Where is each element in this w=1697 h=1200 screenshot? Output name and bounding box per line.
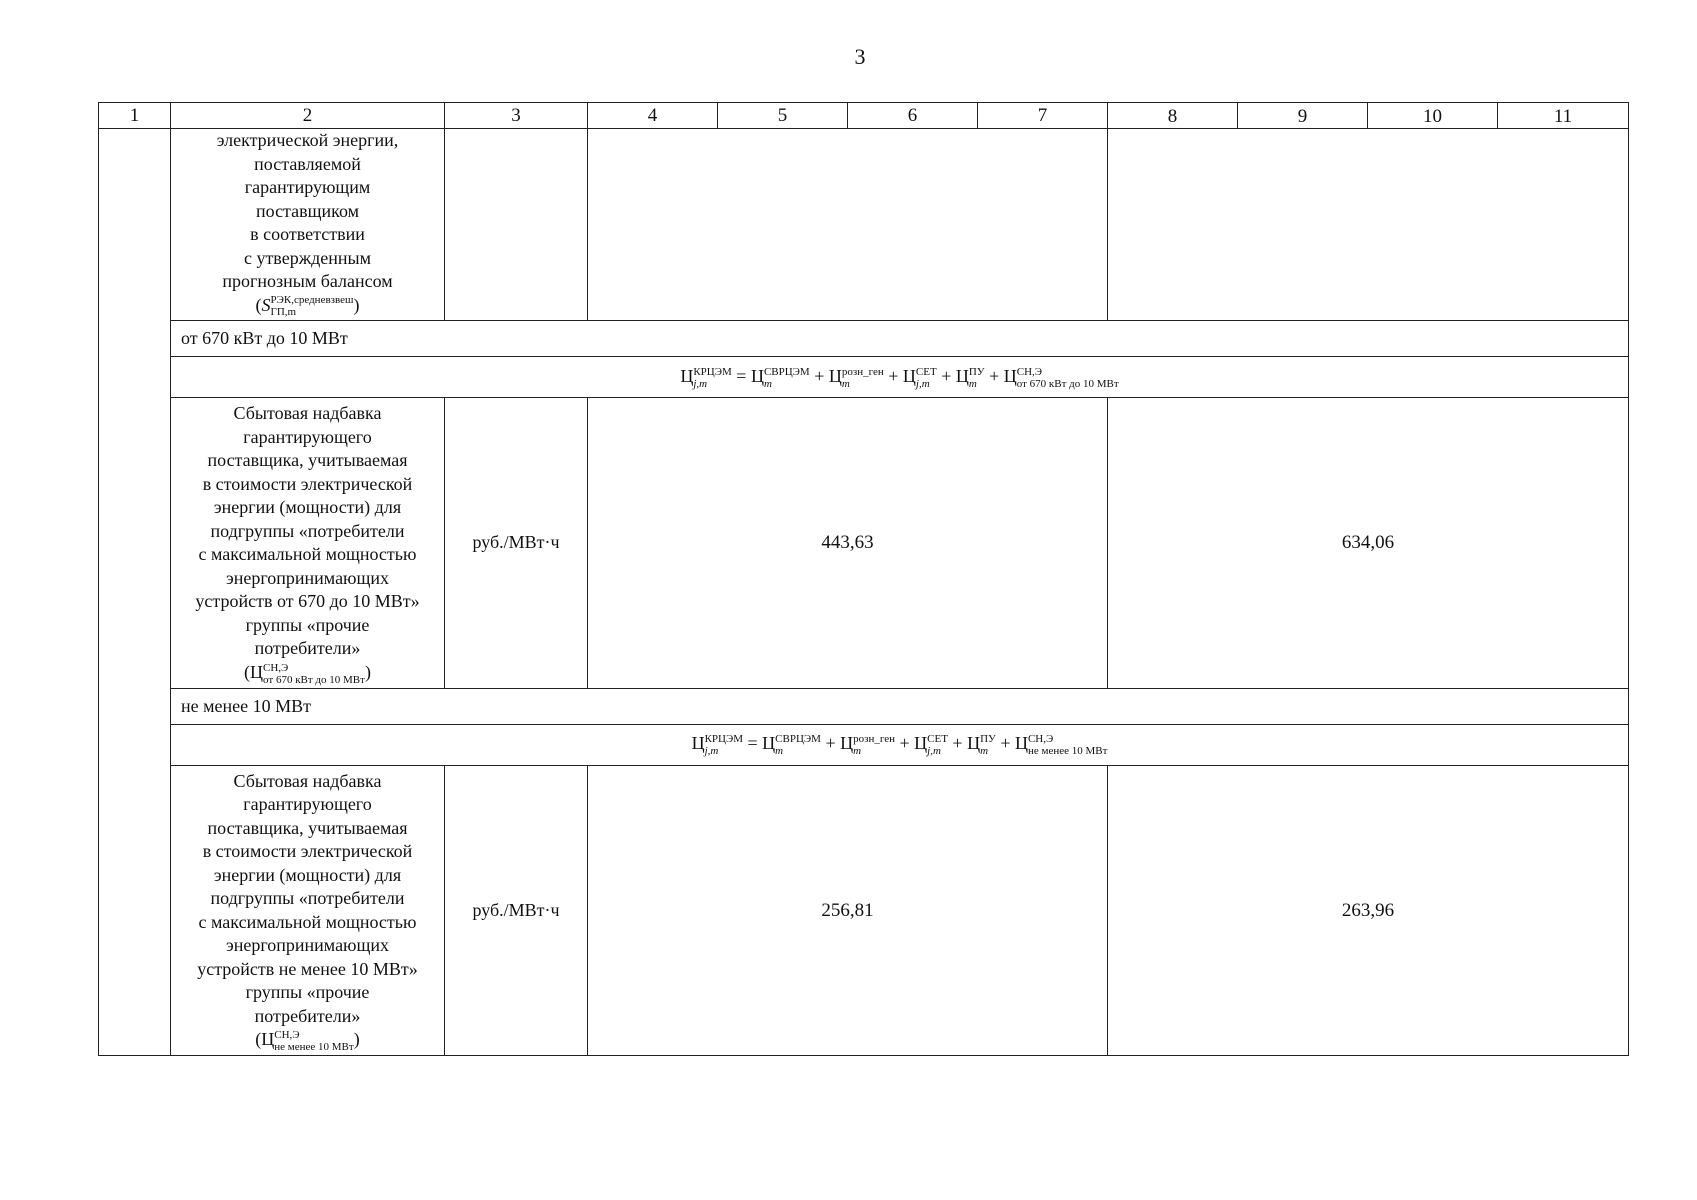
unit-cell — [445, 129, 588, 321]
description-line: поставщика, учитываемая — [207, 817, 408, 838]
header-cell: 6 — [848, 103, 978, 129]
section-label: не менее 10 МВт — [171, 688, 1629, 724]
description-line: энергии (мощности) для — [213, 497, 402, 518]
header-cell: 2 — [171, 103, 445, 129]
tariff-table — [98, 102, 1629, 1056]
header-cell: 3 — [445, 103, 588, 129]
description-line: гарантирующего — [243, 426, 372, 447]
description-line: поставляемой — [254, 153, 361, 174]
description-line: подгруппы «потребители — [210, 888, 405, 909]
description-line: энергопринимающих — [225, 567, 389, 588]
symbol-notation: (Ц СН,Э от 670 кВт до 10 МВт ) — [244, 661, 371, 686]
section-label: от 670 кВт до 10 МВт — [171, 321, 1629, 357]
header-cell: 8 — [1108, 103, 1238, 129]
header-cell: 1 — [99, 103, 171, 129]
value-cell: 634,06 — [1108, 398, 1629, 688]
description-line: электрической энергии, — [216, 130, 399, 150]
description-cell — [171, 398, 445, 688]
description-line: в соответствии — [250, 224, 365, 244]
description-line: с максимальной мощностью — [198, 911, 417, 932]
description-cell — [171, 129, 445, 321]
value-cell — [1108, 129, 1629, 321]
description-line: группы «прочие — [245, 982, 370, 1003]
description-line: с максимальной мощностью — [198, 544, 417, 565]
description-line: потребители» — [254, 1005, 361, 1026]
description-line: прогнозным балансом — [222, 271, 393, 291]
formula: Ц КРЦЭМ j,m = Ц СВРЦЭМ m + Ц розн_ген m + Ц СЕТ j,m + Ц ПУ m + Ц СН,Э не менее 10 МВт — [171, 724, 1629, 765]
symbol-notation: (Ц СН,Э не менее 10 МВт ) — [255, 1029, 360, 1054]
value-cell — [588, 129, 1108, 321]
value-cell: 443,63 — [588, 398, 1108, 688]
continuation-row — [99, 129, 1629, 321]
description-line: группы «прочие — [245, 614, 370, 635]
header-cell: 7 — [978, 103, 1108, 129]
header-row — [99, 103, 1629, 129]
value-cell: 256,81 — [588, 765, 1108, 1055]
description-line: поставщиком — [255, 200, 360, 221]
description-line: гарантирующим — [244, 177, 371, 197]
header-cell: 5 — [718, 103, 848, 129]
description-line: с утвержденным — [243, 247, 372, 268]
description-line: Сбытовая надбавка — [233, 770, 382, 791]
data-row — [99, 398, 1629, 688]
description-line: Сбытовая надбавка — [233, 403, 382, 424]
formula-row — [99, 724, 1629, 765]
column-1-cell — [99, 129, 171, 1056]
formula: Ц КРЦЭМ j,m = Ц СВРЦЭМ m + Ц розн_ген m + Ц СЕТ j,m + Ц ПУ m + Ц СН,Э от 670 кВт до 10 МВт — [171, 357, 1629, 398]
description-line: поставщика, учитываемая — [207, 450, 408, 471]
description-line: в стоимости электрической — [202, 473, 413, 494]
value-cell: 263,96 — [1108, 765, 1629, 1055]
description-line: потребители» — [254, 638, 361, 659]
header-cell: 11 — [1498, 103, 1629, 129]
page-number: 3 — [854, 44, 866, 69]
description-line: гарантирующего — [243, 794, 372, 815]
description-line: устройств от 670 до 10 МВт» — [195, 591, 420, 612]
description-line: энергопринимающих — [225, 935, 389, 956]
formula-row — [99, 357, 1629, 398]
description-line: энергии (мощности) для — [213, 864, 402, 885]
header-cell: 10 — [1368, 103, 1498, 129]
unit-cell: руб./МВт·ч — [445, 398, 588, 688]
section-label-row — [99, 688, 1629, 724]
description-cell — [171, 765, 445, 1055]
description-line: подгруппы «потребители — [210, 520, 405, 541]
description-line: устройств не менее 10 МВт» — [197, 958, 418, 979]
header-cell: 4 — [588, 103, 718, 129]
description-line: в стоимости электрической — [202, 841, 413, 862]
section-label-row — [99, 321, 1629, 357]
data-row — [99, 765, 1629, 1055]
unit-cell: руб./МВт·ч — [445, 765, 588, 1055]
header-cell: 9 — [1238, 103, 1368, 129]
symbol-notation: (S РЭК,средневзвеш ГП,m ) — [255, 294, 360, 319]
